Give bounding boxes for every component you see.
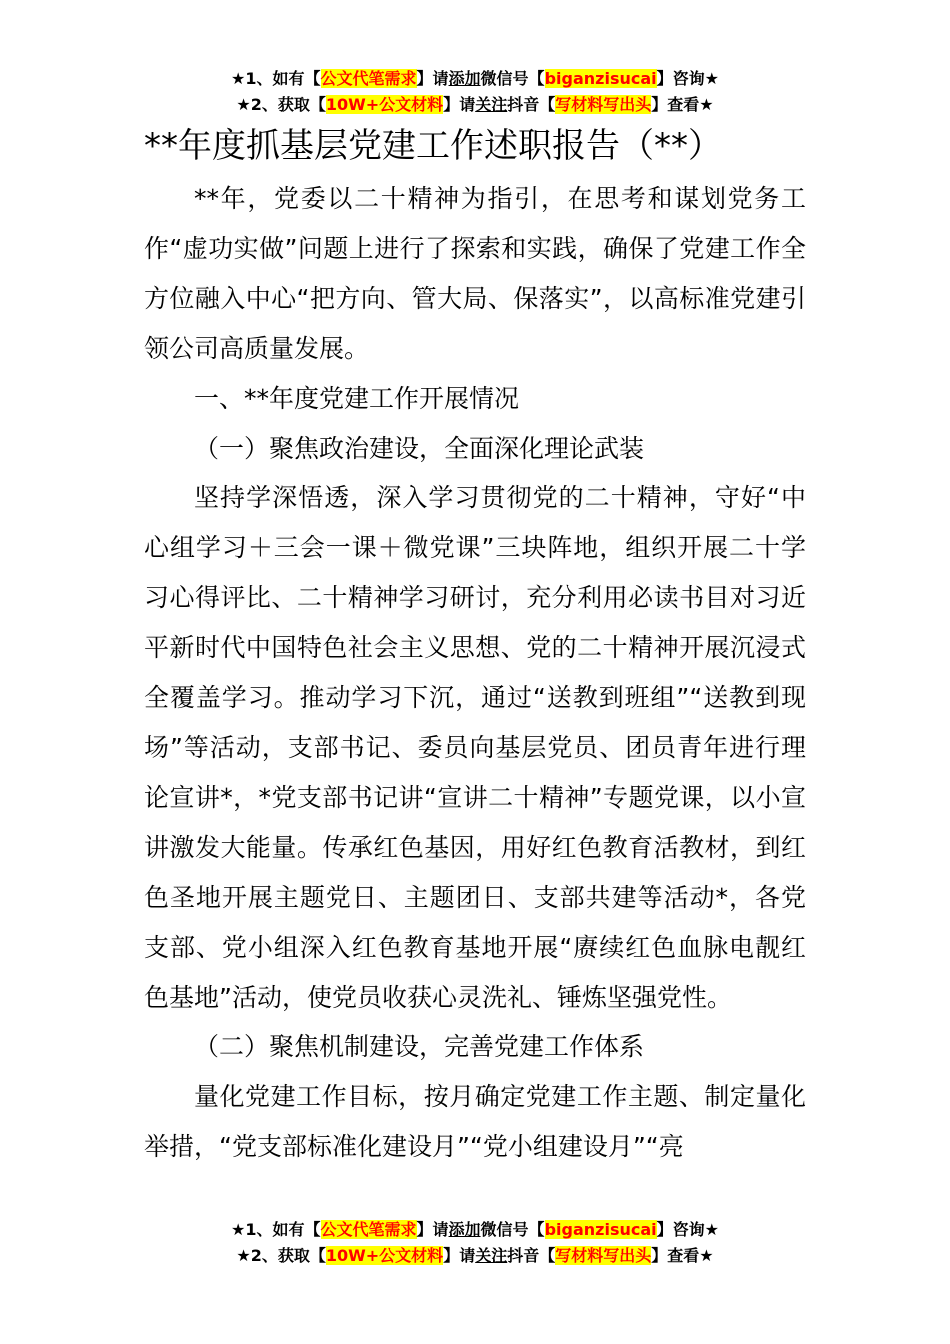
banner-highlight: 写材料写出头 — [555, 1246, 652, 1265]
promo-banner-bottom-line-1 — [0, 1218, 950, 1242]
banner-underline: 添加 — [448, 69, 481, 88]
banner-underline: 添加 — [448, 1220, 481, 1239]
banner-highlight: 10W+公文材料 — [325, 1246, 444, 1265]
banner-text: ★1、如有【 — [231, 69, 321, 88]
banner-text: 微信号【 — [480, 1220, 545, 1239]
section-heading-1: 一、**年度党建工作开展情况 — [194, 383, 520, 413]
promo-banner-top-line-2 — [0, 93, 950, 117]
subsection-heading-1: （一）聚焦政治建设，全面深化理论武装 — [194, 433, 645, 463]
subsection-heading-2: （二）聚焦机制建设，完善党建工作体系 — [194, 1032, 645, 1062]
banner-text: 】咨询★ — [656, 69, 719, 88]
paragraph-political-building: 坚持学深悟透，深入学习贯彻党的二十精神，守好“中心组学习＋三会一课＋微党课”三块阵地，组织开展二十学习心得评比、二十精神学习研讨，充分利用必读书目对习近平新时代中国特色社会主义思想、党的二十精神开展沉浸式全覆盖学习。推动学习下沉，通过“送教到班组”“送教到现场”等活动，支部书记、委员向基层党员、团员青年进行理论宣讲*，*党支部书记讲“宣讲二十精神”专题党课，以小宣讲激发大能量。传承红色基因，用好红色教育活教材，到红色圣地开展主题党日、主题团日、支部共建等活动*，各党支部、党小组深入红色教育基地开展“赓续红色血脉电靓红色基地”活动，使党员收获心灵洗礼、锤炼坚强党性。 — [144, 483, 806, 1012]
banner-text: 】请 — [416, 69, 449, 88]
banner-highlight: 公文代笔需求 — [320, 69, 417, 88]
banner-text: 】咨询★ — [656, 1220, 719, 1239]
banner-text: 抖音【 — [507, 1246, 556, 1265]
promo-banner-bottom-line-2 — [0, 1244, 950, 1268]
banner-text: 】查看★ — [651, 95, 714, 114]
banner-text: 抖音【 — [507, 95, 556, 114]
banner-text: ★2、获取【 — [236, 95, 326, 114]
banner-text: ★1、如有【 — [231, 1220, 321, 1239]
banner-highlight: biganzisucai — [544, 1220, 657, 1239]
banner-highlight: 公文代笔需求 — [320, 1220, 417, 1239]
banner-highlight: 10W+公文材料 — [325, 95, 444, 114]
banner-highlight: biganzisucai — [544, 69, 657, 88]
banner-highlight: 写材料写出头 — [555, 95, 652, 114]
promo-banner-top-line-1 — [0, 67, 950, 91]
document-body — [144, 174, 806, 1172]
banner-text: 】请 — [443, 95, 476, 114]
banner-text: 】查看★ — [651, 1246, 714, 1265]
document-title: **年度抓基层党建工作述职报告（**） — [144, 126, 722, 166]
banner-text: ★2、获取【 — [236, 1246, 326, 1265]
paragraph-mechanism-building: 量化党建工作目标，按月确定党建工作主题、制定量化举措，“党支部标准化建设月”“党小组建设月”“亮 — [144, 1082, 806, 1162]
banner-underline: 关注 — [475, 95, 508, 114]
banner-text: 】请 — [416, 1220, 449, 1239]
banner-text: 微信号【 — [480, 69, 545, 88]
banner-underline: 关注 — [475, 1246, 508, 1265]
banner-text: 】请 — [443, 1246, 476, 1265]
intro-paragraph: **年，党委以二十精神为指引，在思考和谋划党务工作“虚功实做”问题上进行了探索和实践，确保了党建工作全方位融入中心“把方向、管大局、保落实”，以高标准党建引领公司高质量发展。 — [144, 184, 806, 363]
